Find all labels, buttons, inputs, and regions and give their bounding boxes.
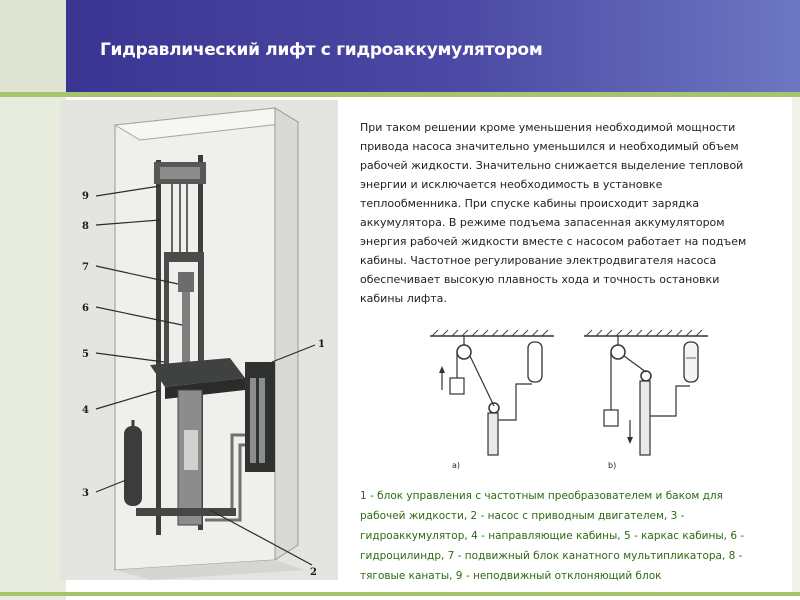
description-text: При таком решении кроме уменьшения необходимой мощности привода насоса значительно уменьшился и необходимый объем рабочей жидкости. Значительно снижается выделение тепловой энергии и исключается необходимость в установке теплообменника. При спуске кабины происходит зарядка аккумулятора. В режиме подъема запасенная аккумулятором энергия рабочей жидкости вместе с насосом работает на подъем кабины. Частотное регулирование электродвигателя насоса обеспечивает высокую плавность хода и точность остановки кабины лифта.: [360, 121, 747, 305]
callout-7: 7: [82, 262, 89, 273]
bottom-accent-line: [0, 592, 800, 596]
callout-9: 9: [82, 191, 89, 202]
schematic-diagram: [428, 328, 710, 478]
callout-5: 5: [82, 349, 89, 360]
legend-text: 1 - блок управления с частотным преобразователем и баком для рабочей жидкости, 2 - насос с приводным двигателем, 3 - гидроаккумулятор, 4 - направляющие кабины, 5 - каркас кабины, 6 - гидроцилиндр, 7 - подвижный блок канатного мультипликатора, 8 - тяговые канаты, 9 - неподвижный отклоняющий блок: [360, 490, 745, 582]
title-bar: [66, 0, 800, 92]
callout-6: 6: [82, 303, 89, 314]
callout-3: 3: [82, 488, 89, 499]
title-underline: [0, 92, 800, 97]
panel-label-b: b): [608, 461, 617, 470]
elevator-diagram: [60, 100, 338, 580]
callout-2: 2: [310, 567, 317, 578]
callout-1: 1: [318, 339, 325, 350]
callout-8: 8: [82, 221, 89, 232]
panel-label-a: а): [452, 461, 461, 470]
left-decor-top: [0, 0, 66, 92]
slide-title: Гидравлический лифт с гидроаккумулятором: [100, 40, 543, 60]
right-decor-band: [792, 97, 800, 592]
callout-4: 4: [82, 405, 89, 416]
